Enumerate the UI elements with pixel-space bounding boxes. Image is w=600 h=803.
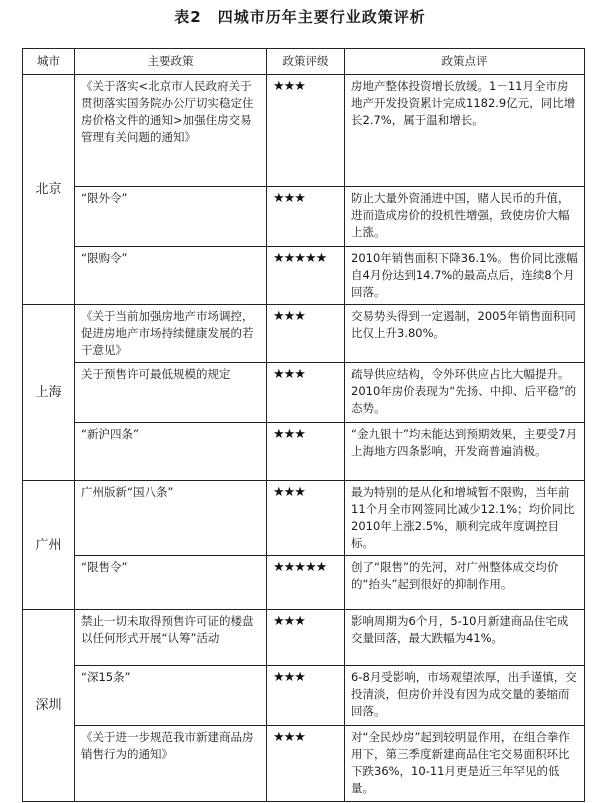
rating-stars: ★★★★★	[267, 556, 345, 610]
table-row	[23, 305, 585, 363]
rating-stars: ★★★	[267, 305, 345, 363]
header-rating: 政策评级	[267, 49, 345, 75]
table-row	[23, 556, 585, 610]
policy-cell: “深15条”	[75, 666, 267, 726]
comment-cell: 影响周期为6个月，5-10月新建商品住宅成交量回落，最大跌幅为41%。	[345, 610, 585, 666]
city-cell-guangzhou: 广州	[23, 481, 75, 610]
policy-cell: “限售令”	[75, 556, 267, 610]
policy-cell: 广州版新“国八条”	[75, 481, 267, 556]
policy-cell: 《关于落实<北京市人民政府关于贯彻落实国务院办公厅切实稳定住房价格文件的通知>加强住房交易管理有关问题的通知》	[75, 75, 267, 187]
comment-cell: 6-8月受影响，市场观望浓厚，出手谨慎，交投清淡，但房价并没有因为成交量的萎缩而回落。	[345, 666, 585, 726]
rating-stars: ★★★★★	[267, 247, 345, 305]
city-cell-shanghai: 上海	[23, 305, 75, 481]
comment-cell: “金九银十”均未能达到预期效果，主要受7月上海地方四条影响，开发商普遍消极。	[345, 423, 585, 481]
rating-stars: ★★★	[267, 481, 345, 556]
policy-cell: 关于预售许可最低规模的规定	[75, 363, 267, 423]
policy-cell: “限外令”	[75, 187, 267, 247]
policy-cell: “限购令”	[75, 247, 267, 305]
rating-stars: ★★★	[267, 726, 345, 802]
table-row	[23, 726, 585, 802]
comment-cell: 2010年销售面积下降36.1%。售价同比涨幅自4月份达到14.7%的最高点后，连续8个月回落。	[345, 247, 585, 305]
rating-stars: ★★★	[267, 187, 345, 247]
policy-cell: 禁止一切未取得预售许可证的楼盘以任何形式开展“认筹”活动	[75, 610, 267, 666]
rating-stars: ★★★	[267, 423, 345, 481]
rating-stars: ★★★	[267, 75, 345, 187]
policy-cell: “新沪四条”	[75, 423, 267, 481]
comment-cell: 房地产整体投资增长放缓。1－11月全市房地产开发投资累计完成1182.9亿元，同比增长2.7%，属于温和增长。	[345, 75, 585, 187]
table-row	[23, 423, 585, 481]
rating-stars: ★★★	[267, 363, 345, 423]
comment-cell: 疏导供应结构，令外环供应占比大幅提升。2010年房价表现为“先扬、中抑、后平稳”的态势。	[345, 363, 585, 423]
header-comment: 政策点评	[345, 49, 585, 75]
rating-stars: ★★★	[267, 610, 345, 666]
table-row	[23, 666, 585, 726]
header-row	[23, 49, 585, 75]
comment-cell: 创了“限售”的先河，对广州整体成交均价的“抬头”起到很好的抑制作用。	[345, 556, 585, 610]
comment-cell: 最为特别的是从化和增城暂不限购，当年前11个月全市网签同比减少12.1%；均价同比2010年上涨2.5%，顺利完成年度调控目标。	[345, 481, 585, 556]
header-policy: 主要政策	[75, 49, 267, 75]
table-title: 表2 四城市历年主要行业政策评析	[174, 8, 426, 26]
policy-table	[22, 48, 585, 802]
table-row	[23, 363, 585, 423]
table-row	[23, 247, 585, 305]
policy-cell: 《关于当前加强房地产市场调控，促进房地产市场持续健康发展的若干意见》	[75, 305, 267, 363]
comment-cell: 对“全民炒房”起到较明显作用，在组合拳作用下，第三季度新建商品住宅交易面积环比下跌36%，10-11月更是近三年罕见的低量。	[345, 726, 585, 802]
table-row	[23, 187, 585, 247]
comment-cell: 防止大量外资涌进中国，赌人民币的升值，进而造成房价的投机性增强，致使房价大幅上涨。	[345, 187, 585, 247]
rating-stars: ★★★	[267, 666, 345, 726]
city-cell-beijing: 北京	[23, 75, 75, 305]
policy-cell: 《关于进一步规范我市新建商品房销售行为的通知》	[75, 726, 267, 802]
table-row	[23, 610, 585, 666]
table-row	[23, 481, 585, 556]
comment-cell: 交易势头得到一定遏制，2005年销售面积同比仅上升3.80%。	[345, 305, 585, 363]
header-city: 城市	[23, 49, 75, 75]
table-row	[23, 75, 585, 187]
city-cell-shenzhen: 深圳	[23, 610, 75, 802]
